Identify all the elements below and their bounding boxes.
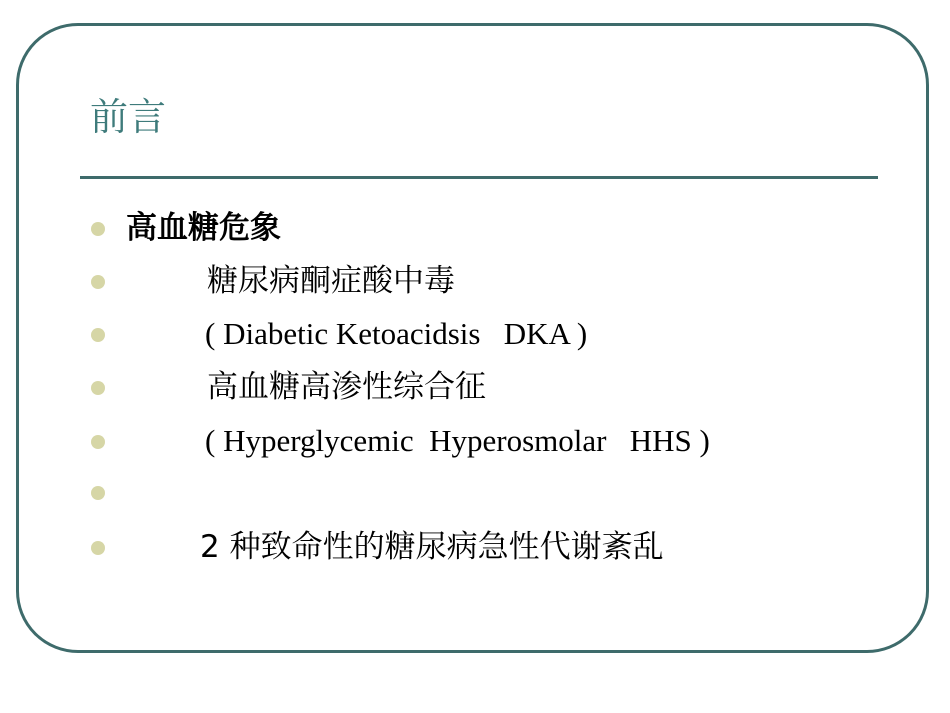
bullet-text-dka-cn: 糖尿病酮症酸中毒: [207, 263, 455, 299]
bullet-text-dka-en: ( Diabetic Ketoacidsis DKA ): [205, 316, 588, 351]
bullet-dot-icon: [91, 435, 105, 449]
bullet-text-hhs-cn: 高血糖高渗性综合征: [207, 369, 486, 405]
list-item: [0, 208, 950, 248]
slide-title: 前言: [90, 95, 167, 139]
list-item: [0, 367, 950, 407]
list-item: [0, 527, 950, 567]
list-item: [0, 314, 950, 354]
bullet-dot-icon: [91, 222, 105, 236]
bullet-dot-icon: [91, 275, 105, 289]
bullet-dot-icon: [91, 328, 105, 342]
list-item: [0, 421, 950, 461]
list-item: [0, 261, 950, 301]
bullet-dot-icon: [91, 486, 105, 500]
bullet-dot-icon: [91, 541, 105, 555]
bullet-text-summary: 2 种致命性的糖尿病急性代谢紊乱: [200, 529, 664, 565]
bullet-text-heading: 高血糖危象: [126, 210, 281, 246]
bullet-text-hhs-en: ( Hyperglycemic Hyperosmolar HHS ): [205, 423, 710, 458]
list-item: [0, 472, 950, 512]
bullet-dot-icon: [91, 381, 105, 395]
